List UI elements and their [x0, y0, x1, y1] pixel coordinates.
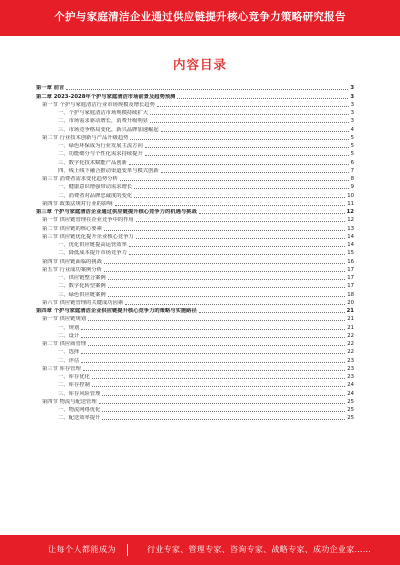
toc-entry-title: 第三节 消费者需求变化趋势分析: [42, 176, 118, 182]
toc-entry-title: 二、功能细分与个性化需求持续提升: [58, 151, 143, 158]
toc-entry[interactable]: [36, 150, 354, 158]
toc-entry-page: 16: [347, 258, 354, 265]
toc-leader-dots: [66, 89, 348, 90]
toc-leader-dots: [136, 238, 346, 239]
toc-entry-page: 22: [347, 341, 354, 347]
toc-leader-dots: [108, 296, 346, 297]
toc-entry-page: 14: [347, 233, 354, 240]
toc-entry-title: 二、库存控制: [58, 382, 90, 389]
toc-entry[interactable]: [36, 84, 354, 92]
toc-entry-title: 第五节 行业成功案例分析: [42, 266, 102, 273]
toc-entry-page: 3: [350, 85, 354, 92]
toc-entry-page: 18: [347, 291, 354, 298]
toc-entry-title: 二、设计: [58, 332, 80, 339]
toc-entry[interactable]: [36, 414, 354, 422]
toc-entry-page: 3: [350, 93, 354, 100]
toc-leader-dots: [81, 362, 345, 363]
toc-entry-title: 第四节 政策法规对行业的影响: [42, 200, 113, 207]
toc-entry-title: 一、选择: [58, 349, 80, 356]
toc-entry-page: 15: [347, 250, 354, 257]
toc-entry-title: 第一节 个护与家庭清洁行业市场规模及增长趋势: [42, 101, 155, 108]
toc-entry-page: 7: [350, 167, 354, 174]
toc-entry-title: 一、物流网络优化: [58, 407, 101, 413]
toc-entry-page: 21: [347, 316, 354, 323]
toc-entry[interactable]: [36, 249, 354, 257]
toc-entry-title: 一、个护与家庭清洁市场规模持续扩大: [58, 110, 149, 116]
toc-entry-title: 第二节 供应链的核心要素: [42, 225, 102, 232]
toc-entry[interactable]: [36, 365, 354, 373]
toc-entry-title: 三、库存风险管理: [58, 390, 101, 397]
toc-leader-dots: [125, 304, 345, 305]
toc-entry[interactable]: [36, 398, 354, 406]
footer-tagline: 行业专家、管理专家、咨询专家、战略专家、成功企业家……: [147, 545, 372, 554]
toc-entry[interactable]: [36, 332, 354, 340]
toc-leader-dots: [120, 180, 349, 181]
toc-entry-page: 25: [347, 415, 354, 422]
toc-leader-dots: [129, 246, 345, 247]
toc-entry-title: 一、健康意识增强带动需求增长: [58, 184, 133, 191]
toc-entry-page: 12: [347, 217, 354, 224]
toc-leader-dots: [177, 98, 348, 99]
toc-entry[interactable]: [36, 348, 354, 356]
toc-leader-dots: [102, 419, 345, 420]
toc-entry-title: 第四节 物流与配送管理: [42, 398, 97, 405]
toc-entry-page: 5: [350, 134, 354, 141]
toc-entry-page: 12: [346, 209, 354, 215]
toc-entry-page: 24: [347, 382, 354, 389]
toc-entry-title: 二、消费者对品牌忠诚度的变化: [58, 192, 133, 199]
toc-entry[interactable]: [36, 257, 354, 265]
toc-entry[interactable]: [36, 208, 354, 216]
toc-entry[interactable]: [36, 134, 354, 142]
toc-entry[interactable]: [36, 200, 354, 208]
toc-entry-title: 一、优化供应链提高运营效率: [58, 242, 127, 248]
toc-entry[interactable]: [36, 183, 354, 191]
toc-entry[interactable]: [36, 125, 354, 133]
toc-entry-title: 第一节 供应链规划: [42, 316, 87, 323]
toc-entry-page: 25: [347, 407, 354, 413]
toc-entry[interactable]: [36, 175, 354, 183]
footer-bar: [0, 535, 400, 565]
toc-leader-dots: [199, 312, 345, 313]
toc-entry-page: 20: [347, 299, 354, 306]
toc-entry[interactable]: [36, 323, 354, 331]
toc-entry-title: 第三章 个护与家庭清洁企业通过供应链提升核心竞争力的机遇与挑战: [36, 209, 197, 215]
toc-entry-page: 5: [350, 143, 354, 149]
toc-entry[interactable]: [36, 299, 354, 307]
toc-entry-page: 23: [347, 374, 354, 380]
toc-entry-title: 二、配送效率提升: [58, 415, 101, 422]
toc-entry-page: 17: [347, 266, 354, 273]
toc-entry-title: 四、线上线下融合推动渠道变革与模式创新: [58, 167, 159, 174]
toc-leader-dots: [199, 213, 345, 214]
toc-leader-dots: [92, 386, 345, 387]
toc-leader-dots: [129, 164, 349, 165]
toc-leader-dots: [104, 230, 345, 231]
toc-entry[interactable]: [36, 381, 354, 389]
toc-leader-dots: [104, 263, 345, 264]
toc-entry-page: 25: [347, 398, 354, 405]
toc-entry[interactable]: [36, 340, 354, 348]
toc-entry-page: 23: [347, 357, 354, 364]
toc-entry[interactable]: [36, 307, 354, 315]
toc-leader-dots: [136, 221, 346, 222]
toc-entry-title: 二、市场需求驱动增长，消费升级明显: [58, 118, 149, 125]
toc-entry[interactable]: [36, 142, 354, 150]
toc-leader-dots: [83, 370, 345, 371]
toc-leader-dots: [129, 254, 345, 255]
toc-entry[interactable]: [36, 274, 354, 282]
footer-slogan: 让每个人都能成为: [48, 545, 116, 554]
toc-leader-dots: [81, 337, 345, 338]
toc-entry[interactable]: [36, 290, 354, 298]
toc-entry[interactable]: [36, 315, 354, 323]
toc-entry-page: 22: [347, 349, 354, 356]
toc-entry-page: 17: [347, 283, 354, 290]
toc-entry-title: 第一章 前言: [36, 85, 65, 92]
toc-leader-dots: [145, 147, 349, 148]
toc-leader-dots: [104, 271, 345, 272]
toc-entry-title: 第二节 行业技术创新与产品升级趋势: [42, 134, 129, 141]
toc-entry-page: 5: [350, 151, 354, 158]
toc-entry-page: 23: [347, 365, 354, 372]
toc-entry-title: 第二节 供应商管理: [42, 341, 87, 347]
toc-entry-page: 13: [347, 225, 354, 232]
toc-leader-dots: [92, 378, 345, 379]
toc-entry-title: 第二章 2023-2028年个护与家庭清洁市场前景及趋势预测: [36, 93, 176, 100]
toc-leader-dots: [157, 106, 349, 107]
toc-entry-title: 二、评估: [58, 357, 80, 364]
toc-entry[interactable]: [36, 109, 354, 117]
toc-heading: 内容目录: [172, 57, 227, 72]
toc-entry-title: 三、市场竞争格局变化，新兴品牌加速崛起: [58, 126, 159, 133]
toc-entry-title: 一、供应链整合案例: [58, 275, 106, 281]
toc-entry-title: 第三节 库存管理: [42, 365, 81, 372]
toc-entry[interactable]: [36, 191, 354, 199]
footer-divider: [127, 544, 128, 556]
report-title: 个护与家庭清洁企业通过供应链提升核心竞争力策略研究报告: [54, 11, 346, 23]
toc-leader-dots: [102, 395, 345, 396]
toc-entry-page: 11: [347, 200, 354, 207]
toc-entry[interactable]: [36, 356, 354, 364]
toc-entry-title: 二、降低成本提升市场竞争力: [58, 250, 127, 257]
toc-entry[interactable]: [36, 216, 354, 224]
toc-entry-title: 一、规划: [58, 324, 80, 331]
toc-entry[interactable]: [36, 101, 354, 109]
toc-leader-dots: [150, 114, 349, 115]
toc-entry-page: 24: [347, 390, 354, 397]
toc-entry-title: 第四节 供应链面临的挑战: [42, 258, 102, 265]
toc-entry-title: 第四章 个护与家庭清洁企业供应链提升核心竞争力的策略与实施路径: [36, 308, 197, 314]
header-bar: [0, 0, 400, 36]
toc-leader-dots: [134, 188, 348, 189]
toc-entry-page: 6: [350, 159, 354, 166]
table-of-contents: [36, 84, 354, 422]
toc-entry[interactable]: [36, 373, 354, 381]
toc-entry-page: 22: [347, 332, 354, 339]
toc-entry-title: 第三节 供应链优化提升企业核心竞争力: [42, 233, 134, 240]
toc-entry-page: 21: [346, 308, 354, 314]
toc-entry[interactable]: [36, 117, 354, 125]
toc-leader-dots: [130, 139, 348, 140]
toc-leader-dots: [161, 172, 349, 173]
toc-leader-dots: [115, 205, 346, 206]
toc-entry-page: 10: [347, 192, 354, 199]
toc-entry-page: 3: [350, 110, 354, 116]
toc-entry-page: 17: [347, 275, 354, 281]
toc-leader-dots: [145, 155, 349, 156]
toc-leader-dots: [108, 287, 346, 288]
toc-entry-title: 第一节 供应链管理在企业竞争中的作用: [42, 217, 134, 224]
toc-leader-dots: [88, 320, 345, 321]
toc-entry-title: 第六节 供应链管理的关键成功因素: [42, 299, 124, 306]
toc-leader-dots: [81, 353, 345, 354]
toc-entry-page: 8: [350, 176, 354, 182]
toc-entry-page: 3: [350, 118, 354, 125]
toc-entry-title: 二、数字化转型案例: [58, 283, 106, 290]
toc-entry[interactable]: [36, 224, 354, 232]
toc-entry-title: 一、库存优化: [58, 374, 90, 380]
toc-leader-dots: [81, 329, 345, 330]
toc-entry-page: 3: [350, 101, 354, 108]
toc-entry-page: 21: [347, 324, 354, 331]
toc-entry-page: 4: [350, 126, 354, 133]
toc-entry-title: 三、绿色供应链案例: [58, 291, 106, 298]
toc-entry[interactable]: [36, 158, 354, 166]
toc-entry[interactable]: [36, 406, 354, 414]
toc-entry[interactable]: [36, 92, 354, 100]
toc-leader-dots: [150, 122, 349, 123]
toc-entry[interactable]: [36, 389, 354, 397]
toc-leader-dots: [102, 411, 345, 412]
toc-entry-title: 三、数字化技术赋能产品创新: [58, 159, 127, 166]
toc-entry[interactable]: [36, 241, 354, 249]
toc-leader-dots: [161, 131, 349, 132]
toc-entry-page: 9: [350, 184, 354, 191]
toc-entry-title: 一、绿色环保成为行业发展主流方向: [58, 143, 143, 149]
toc-leader-dots: [99, 403, 346, 404]
toc-entry[interactable]: [36, 167, 354, 175]
toc-leader-dots: [108, 279, 346, 280]
toc-entry[interactable]: [36, 282, 354, 290]
toc-entry[interactable]: [36, 266, 354, 274]
toc-entry-page: 14: [347, 242, 354, 248]
toc-leader-dots: [134, 197, 345, 198]
toc-entry[interactable]: [36, 233, 354, 241]
toc-leader-dots: [88, 345, 345, 346]
